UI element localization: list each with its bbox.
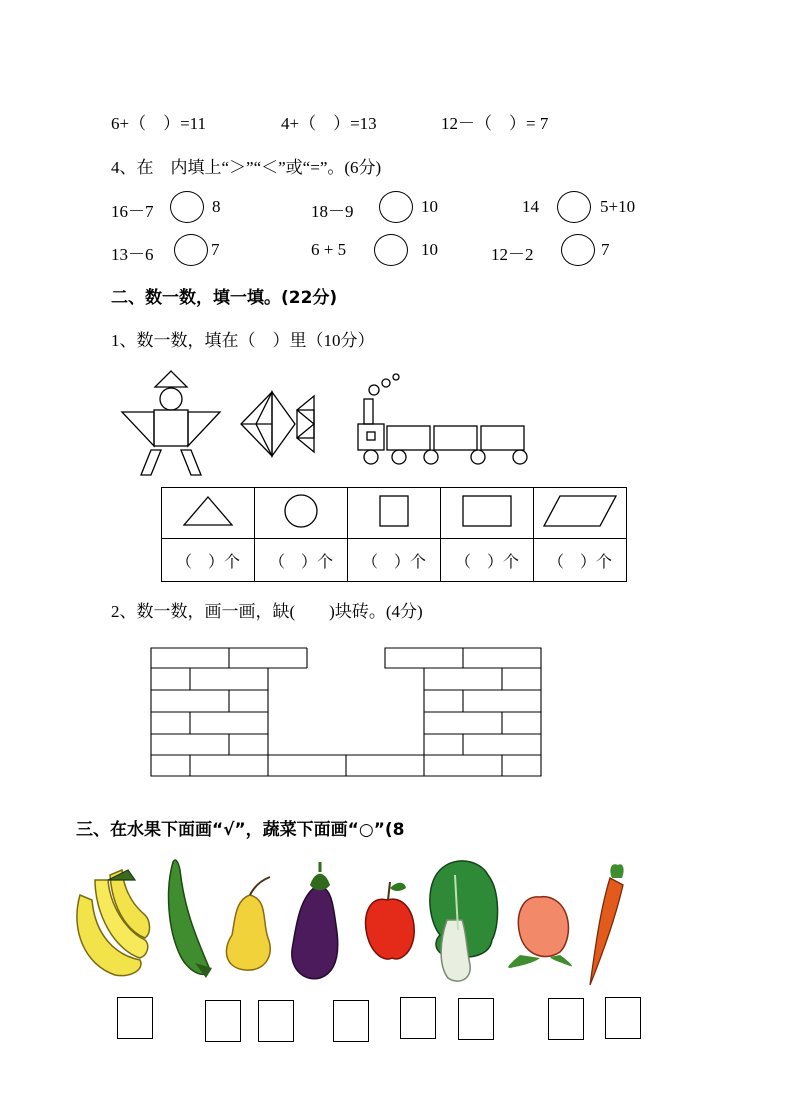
- pear-icon: [226, 877, 270, 970]
- q4-r2-c3-right: 7: [601, 240, 610, 259]
- count-cell[interactable]: （ ）个: [162, 539, 255, 582]
- equation-1: 6+（ ）=11: [111, 114, 207, 133]
- q4-r2-c1-left: 13－6: [111, 245, 154, 264]
- count-cell[interactable]: （ ）个: [441, 539, 534, 582]
- q4-r1-c1-left: 16－7: [111, 202, 154, 221]
- q4-r1-c3-right: 5+10: [600, 197, 636, 216]
- eggplant-icon: [292, 862, 338, 979]
- count-cell[interactable]: （ ）个: [255, 539, 348, 582]
- section2-title: 二、数一数，填一填。(22分): [111, 288, 338, 308]
- answer-box-eggplant[interactable]: [333, 1000, 369, 1042]
- section3-title: 三、在水果下面画“√”，蔬菜下面画“○”(8: [76, 820, 405, 840]
- q4-r1-c2-right: 10: [421, 197, 438, 216]
- equation-3: 12－（ ）= 7: [441, 114, 549, 133]
- section2-q2-title: 2、数一数，画一画，缺( )块砖。(4分): [111, 602, 423, 621]
- q4-title: 4、在 内填上“＞”“＜”或“=”。(6分): [111, 158, 382, 177]
- q4-r2-c3-left: 12－2: [491, 245, 534, 264]
- bok-choy-icon: [430, 861, 498, 981]
- q4-r2-c1-right: 7: [211, 240, 220, 259]
- q4-r2-c2-right: 10: [421, 240, 438, 259]
- peach-icon: [508, 897, 572, 968]
- answer-box-pear[interactable]: [258, 1000, 294, 1042]
- count-cell[interactable]: （ ）个: [534, 539, 627, 582]
- answer-box-bok-choy[interactable]: [458, 998, 494, 1040]
- answer-box-cucumber[interactable]: [205, 1000, 241, 1042]
- apple-icon: [366, 882, 415, 959]
- q4-r1-c2-left: 18－9: [311, 202, 354, 221]
- answer-box-peach[interactable]: [548, 998, 584, 1040]
- carrot-icon: [590, 864, 624, 985]
- count-cell[interactable]: （ ）个: [348, 539, 441, 582]
- cucumber-icon: [169, 860, 212, 978]
- q4-r1-c1-right: 8: [212, 197, 221, 216]
- section2-q1-title: 1、数一数，填在（ ）里（10分）: [111, 331, 375, 350]
- q4-r1-c3-left: 14: [522, 197, 539, 216]
- q4-r2-c2-left: 6 + 5: [311, 240, 347, 259]
- answer-box-apple[interactable]: [400, 997, 436, 1039]
- answer-box-banana[interactable]: [117, 997, 153, 1039]
- equation-2: 4+（ ）=13: [281, 114, 377, 133]
- banana-icon: [77, 870, 150, 976]
- answer-box-carrot[interactable]: [605, 997, 641, 1039]
